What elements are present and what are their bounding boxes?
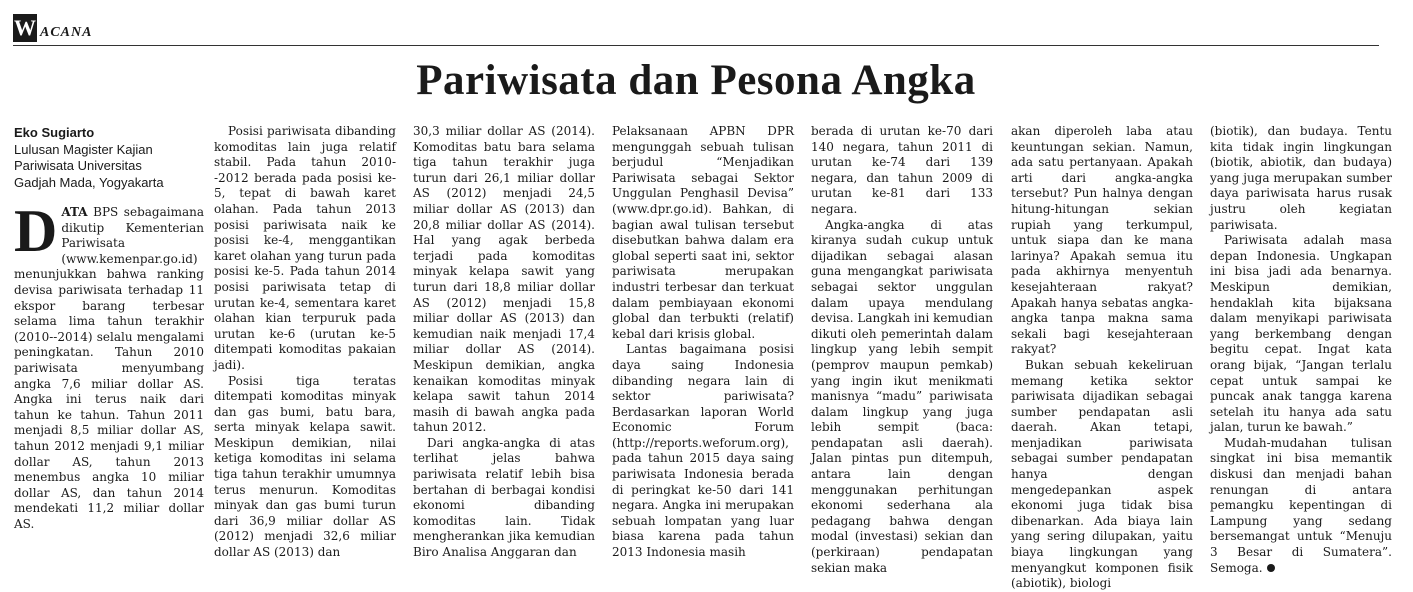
article-headline: Pariwisata dan Pesona Angka bbox=[416, 57, 976, 104]
author-affiliation-line: Gadjah Mada, Yogyakarta bbox=[14, 174, 164, 190]
article-paragraph: Dari angka-angka di atas terlihat jelas bahwa pariwisata relatif lebih bisa bertahan di berbagai kondisi ekonomi dibanding komoditas lain. Tidak mengherankan jika kemudian Biro Analisa Anggaran dan bbox=[413, 435, 595, 560]
article-column-1 bbox=[14, 198, 204, 532]
article-paragraph: 30,3 miliar dollar AS (2014). Komoditas batu bara selama tiga tahun terakhir juga turun dari 26,1 miliar dollar AS (2012) menjadi 24,5 miliar dollar AS (2013) dan 20,8 miliar dollar AS (2014). Hal yang agak berbeda terjadi pada komoditas minyak kelapa sawit yang turun dari 18,8 miliar dollar AS (2012) menjadi 15,8 miliar dollar AS (2013) dan kemudian naik menjadi 17,4 miliar dollar AS (2014). Meskipun demikian, angka kenaikan komoditas minyak kelapa sawit tahun 2014 masih di bawah angka pada tahun 2012. bbox=[413, 124, 595, 435]
paragraph-text: Mudah-mudahan tulisan singkat ini bisa memantik diskusi dan menjadi bahan renungan di antara pemangku kepentingan di Lampung yang sedang bersemangat untuk “Menuju 3 Besar di Sumatera”. Semoga. bbox=[1210, 435, 1392, 575]
lead-in-word: ATA bbox=[61, 205, 88, 219]
article-paragraph: (biotik), dan budaya. Tentu kita tidak ingin lingkungan (biotik, abiotik, dan budaya) yang juga merupakan sumber daya pariwisata harus rusak justru oleh kegiatan pariwisata. bbox=[1210, 124, 1392, 232]
article-paragraph: Angka-angka di atas kiranya sudah cukup untuk dijadikan sebagai alasan guna mengangkat pariwisata sebagai sektor unggulan dalam upaya mendulang devisa. Langkah ini kemudian dikuti oleh pemerintah dalam lingkup yang lebih sempit (pemprov maupun pemkab) yang ingin ikut menikmati manisnya “madu” pariwisata dalam lingkup yang juga lebih sempit (baca: pendapatan asli daerah). Jalan pintas pun ditempuh, antara lain dengan menggunakan perhitungan ekonomi sederhana ala pedagang bahwa dengan modal (investasi) sekian dan (perkiraan) pendapatan sekian maka bbox=[811, 217, 993, 575]
article-paragraph: Bukan sebuah kekeliruan memang ketika sektor pariwisata dijadikan sebagai sumber pendapatan asli daerah. Akan tetapi, menjadikan pariwisata sebagai sumber pendapatan hanya dengan mengedepankan aspek ekonomi juga tidak bisa dibenarkan. Ada biaya lain yang sering dilupakan, yaitu biaya lingkungan yang menyangkut komponen fisik (abiotik), biologi bbox=[1011, 357, 1193, 591]
article-column-5 bbox=[811, 124, 993, 576]
paragraph-text: BPS sebagaimana dikutip Kementerian Pariwisata (www.kemenpar.go.id) menunjukkan bahwa ranking devisa pariwisata terhadap 11 ekspor barang terbesar selama lima tahun terakhir (2010--2014) selalu mengalami peningkatan. Tahun 2010 pariwisata menyumbang angka 7,6 miliar dollar AS. Angka ini terus naik dari tahun ke tahun. Tahun 2011 menjadi 8,5 miliar dollar AS, tahun 2012 menjadi 9,1 miliar dollar AS, tahun 2013 menembus angka 10 miliar dollar AS, dan tahun 2014 mendekati 11,2 miliar dollar AS. bbox=[14, 205, 204, 531]
author-name: Eko Sugiarto bbox=[14, 125, 95, 140]
article-column-7 bbox=[1210, 124, 1392, 576]
article-column-2 bbox=[214, 124, 396, 561]
article-paragraph bbox=[14, 198, 204, 532]
article-column-6 bbox=[1011, 124, 1193, 592]
article-paragraph: Posisi tiga teratas ditempati komoditas minyak dan gas bumi, batu bara, serta minyak kelapa sawit. Meskipun demikian, nilai ketiga komoditas ini selama tiga tahun terakhir umumnya terus menurun. Komoditas minyak dan gas bumi turun dari 36,9 miliar dollar AS (2012) menjadi 32,6 miliar dollar AS (2013) dan bbox=[214, 373, 396, 560]
author-affiliation-line: Lulusan Magister Kajian bbox=[14, 141, 153, 157]
article-column-3 bbox=[413, 124, 595, 561]
article-paragraph: berada di urutan ke-70 dari 140 negara, tahun 2011 di urutan ke-74 dari 139 negara, dan tahun 2009 di urutan ke-81 dari 133 negara. bbox=[811, 124, 993, 216]
article-paragraph bbox=[1210, 436, 1392, 576]
author-affiliation-line: Pariwisata Universitas bbox=[14, 158, 142, 173]
article-column-4 bbox=[612, 124, 794, 561]
drop-cap: D bbox=[14, 198, 58, 264]
article-paragraph: Pelaksanaan APBN DPR mengunggah sebuah tulisan berjudul “Menjadikan Pariwisata sebagai Sektor Unggulan Penghasil Devisa” (www.dpr.go.id). Bahkan, di bagian awal tulisan tersebut disebutkan bahwa dalam era global seperti saat ini, sektor pariwisata merupakan industri terbesar dan terkuat dalam pembiayaan ekonomi global dan terbukti (relatif) kebal dari krisis global. bbox=[612, 124, 794, 341]
end-of-article-bullet-icon bbox=[1267, 564, 1275, 572]
section-divider bbox=[13, 45, 1379, 46]
article-paragraph: Lantas bagaimana posisi daya saing Indonesia dibanding negara lain di sektor pariwisata? Berdasarkan laporan World Economic Forum (http://reports.weforum.org), pada tahun 2015 daya saing pariwisata Indonesia berada di peringkat ke-50 dari 141 negara. Angka ini merupakan sebuah lompatan yang luar biasa karena pada tahun 2013 Indonesia masih bbox=[612, 342, 794, 560]
byline bbox=[14, 125, 204, 191]
section-rubric-initial: W bbox=[14, 15, 36, 40]
section-rubric-box bbox=[13, 14, 37, 42]
article-paragraph: akan diperoleh laba atau keuntungan sekian. Namun, ada satu pertanyaan. Apakah arti dari angka-angka tersebut? Pun halnya dengan hitung-hitungan sekian rupiah yang terkumpul, untuk siapa dan ke mana larinya? Apakah semua itu pada akhirnya menyentuh kesejahteraan rakyat? Apakah hanya sebatas angka-angka tanpa makna sama sekali bagi kesejahteraan rakyat? bbox=[1011, 124, 1193, 357]
section-rubric-label: ACANA bbox=[40, 25, 93, 40]
article-paragraph: Posisi pariwisata dibanding komoditas lain juga relatif stabil. Pada tahun 2010--2012 berada pada posisi ke-5, tepat di bawah karet olahan. Pada tahun 2013 posisi pariwisata naik ke posisi ke-4, menggantikan karet olahan yang turun pada posisi ke-5. Pada tahun 2014 posisi pariwisata tetap di urutan ke-4, sementara karet olahan kian terpuruk pada urutan ke-6 (urutan ke-5 ditempati komoditas pakaian jadi). bbox=[214, 124, 396, 372]
article-paragraph: Pariwisata adalah masa depan Indonesia. Ungkapan ini bisa jadi ada benarnya. Meskipun demikian, hendaklah kita bijaksana dalam menyikapi pariwisata yang berkembang dengan begitu cepat. Ingat kata orang bijak, “Jangan terlalu cepat untuk sampai ke puncak anak tangga karena setelah itu hanya ada satu jalan, turun ke bawah.” bbox=[1210, 233, 1392, 435]
